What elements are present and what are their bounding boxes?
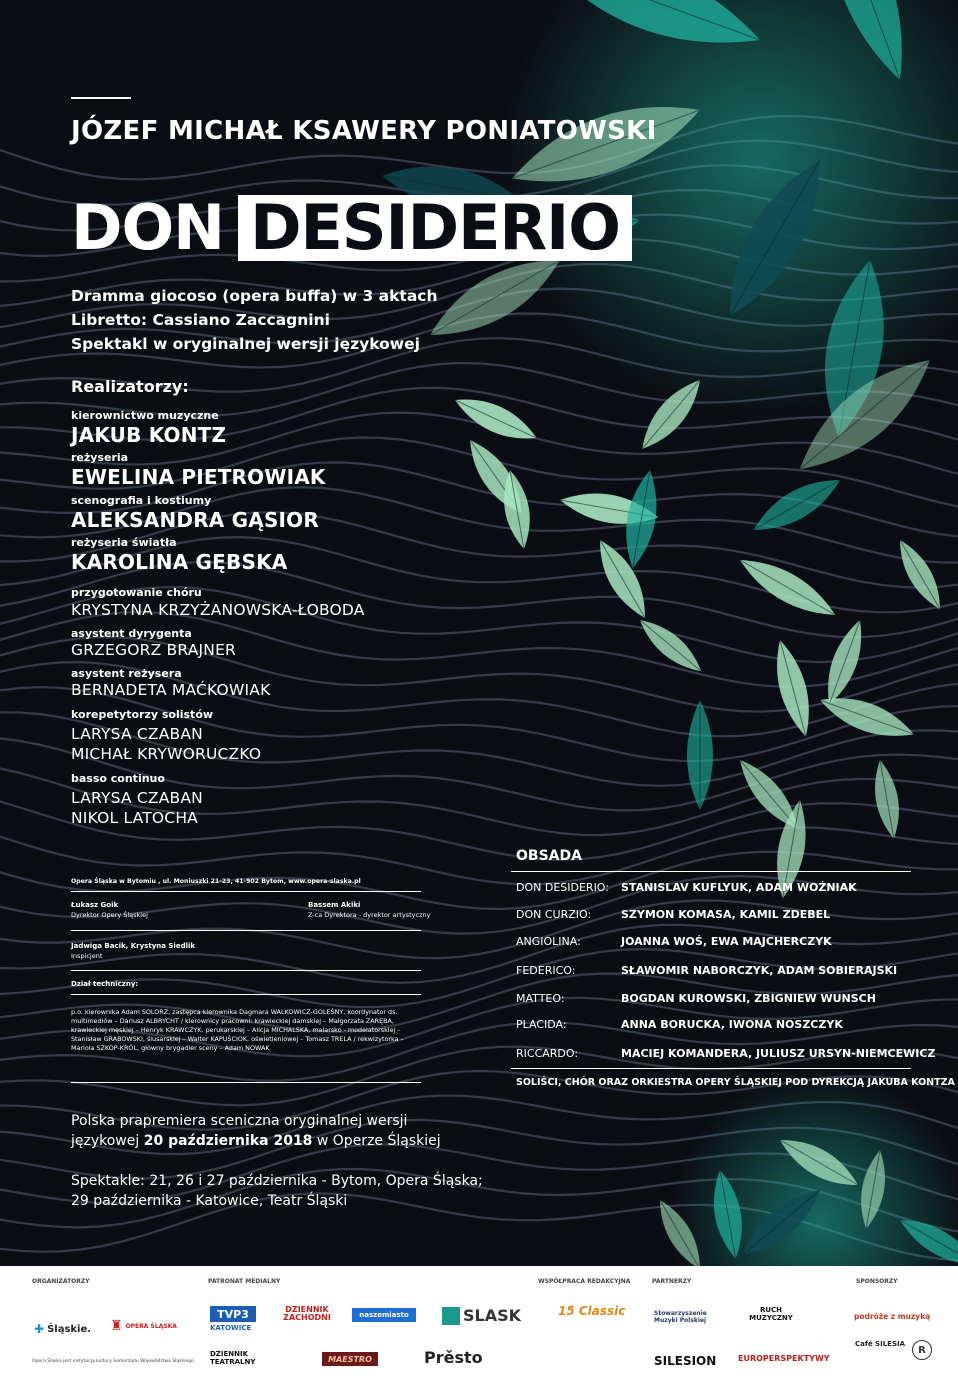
person-name: BERNADETA MAĆKOWIAK bbox=[71, 681, 271, 699]
slaskie-logo bbox=[34, 1322, 91, 1336]
cast-names: JOANNA WOŚ, EWA MAJCHERCZYK bbox=[621, 935, 832, 948]
role-label: asystent dyrygenta bbox=[71, 627, 192, 640]
person-name: NIKOL LATOCHA bbox=[71, 809, 198, 827]
person-name: KAROLINA GĘBSKA bbox=[71, 550, 288, 574]
role-label: basso continuo bbox=[71, 772, 165, 785]
tvp3-logo: TVP3 bbox=[210, 1306, 256, 1322]
leaf bbox=[633, 612, 708, 680]
subtitle-libretto: Libretto: Cassiano Zaccagnini bbox=[71, 311, 330, 329]
cast-role: RICCARDO: bbox=[516, 1047, 579, 1060]
leaf bbox=[687, 700, 713, 810]
ruch-muzyczny-logo: RUCH MUZYCZNY bbox=[749, 1306, 793, 1322]
media-heading: PATRONAT MEDIALNY bbox=[208, 1278, 281, 1285]
editorial-heading: WSPÓŁPRACA REDAKCYJNA bbox=[538, 1278, 631, 1285]
role-label: kierownictwo muzyczne bbox=[71, 409, 219, 422]
premiere-text: w Operze Śląskiej bbox=[312, 1133, 441, 1149]
dziennik-teatralny-logo: DZIENNIK TEATRALNY bbox=[210, 1350, 256, 1366]
person-name: JAKUB KONTZ bbox=[71, 423, 227, 447]
soloists-line: SOLIŚCI, CHÓR ORAZ ORKIESTRA OPERY ŚLĄSKIEJ POD DYREKCJĄ JAKUBA KONTZA bbox=[516, 1077, 955, 1088]
person-name: KRYSTYNA KRZYŻANOWSKA-ŁOBODA bbox=[71, 601, 365, 619]
cast-role: DON DESIDERIO: bbox=[516, 881, 609, 894]
opera-title bbox=[71, 192, 632, 264]
role-label: przygotowanie chóru bbox=[71, 586, 202, 599]
director-title: Dyrektor Opery Śląskiej bbox=[71, 911, 148, 919]
cast-names: SZYMON KOMASA, KAMIL ZDEBEL bbox=[621, 908, 831, 921]
europerspektywy-logo: EUROPERSPEKTYWY bbox=[738, 1354, 830, 1363]
crew-divider bbox=[71, 1082, 421, 1083]
deputy-name: Bassem Akiki bbox=[308, 901, 361, 909]
top-rule bbox=[71, 97, 131, 99]
slaskie-icon: ✚ bbox=[34, 1322, 45, 1336]
classic-logo: 15 Classic bbox=[558, 1304, 626, 1318]
performances-line-1: Spektakle: 21, 26 i 27 października - Bytom, Opera Śląska; bbox=[71, 1173, 483, 1189]
composer-name: JÓZEF MICHAŁ KSAWERY PONIATOWSKI bbox=[71, 116, 657, 146]
wave-line bbox=[0, 827, 958, 884]
dziennik-zachodni-logo: DZIENNIK ZACHODNI bbox=[283, 1305, 331, 1322]
radio-icon bbox=[442, 1307, 460, 1325]
cast-names: MACIEJ KOMANDERA, JULIUSZ URSYN-NIEMCEWICZ bbox=[621, 1047, 936, 1060]
organizers-heading: ORGANIZATORZY bbox=[32, 1278, 90, 1285]
presto-logo: Prěsto bbox=[424, 1348, 483, 1367]
role-label: reżyseria światła bbox=[71, 536, 177, 549]
performances-line-2: 29 października - Katowice, Teatr Śląski bbox=[71, 1193, 348, 1209]
deputy-title: Z-ca Dyrektora - dyrektor artystyczny bbox=[308, 911, 431, 919]
obsada-heading: OBSADA bbox=[516, 848, 582, 864]
naszemiasto-logo: naszemiasto bbox=[352, 1308, 416, 1322]
crew-divider bbox=[71, 891, 421, 892]
podroze-logo: podróże z muzyką bbox=[854, 1312, 931, 1321]
title-word-2: DESIDERIO bbox=[238, 195, 632, 261]
person-name: GRZEGORZ BRAJNER bbox=[71, 641, 237, 659]
opera-logo bbox=[110, 1318, 177, 1334]
cast-role: DON CURZIO: bbox=[516, 908, 592, 921]
emblem-icon: R bbox=[912, 1340, 932, 1360]
person-name: LARYSA CZABAN bbox=[71, 725, 203, 743]
crew-divider bbox=[71, 930, 421, 931]
premiere-text: językowej bbox=[71, 1133, 144, 1149]
cast-role: ANGIOLINA: bbox=[516, 935, 581, 948]
role-label: reżyseria bbox=[71, 451, 129, 464]
premiere-date: 20 października 2018 bbox=[143, 1133, 313, 1149]
person-name: EWELINA PIETROWIAK bbox=[71, 465, 326, 489]
opera-text: OPERA ŚLĄSKA bbox=[125, 1322, 177, 1330]
tech-heading: Dział techniczny: bbox=[71, 980, 139, 988]
organizer-note: Opera Śląska jest instytucją kultury Samorządu Województwa Śląskiego bbox=[32, 1359, 194, 1364]
sponsors-heading: SPONSORZY bbox=[856, 1278, 898, 1285]
title-word-1: DON bbox=[71, 191, 225, 264]
cast-names: STANISLAV KUFLYUK, ADAM WOŹNIAK bbox=[621, 881, 857, 894]
katowice-label: KATOWICE bbox=[210, 1324, 252, 1332]
role-label: korepetytorzy solistów bbox=[71, 708, 214, 721]
person-name: LARYSA CZABAN bbox=[71, 789, 203, 807]
cast-names: SŁAWOMIR NABORCZYK, ADAM SOBIERAJSKI bbox=[621, 964, 898, 977]
leaf bbox=[890, 535, 949, 615]
radio-slask-logo bbox=[442, 1306, 521, 1325]
subtitle-version: Spektakl w oryginalnej wersji językowej bbox=[71, 335, 420, 353]
premiere-line-2 bbox=[71, 1133, 441, 1149]
crew-address: Opera Śląska w Bytomiu , ul. Moniuszki 21-23, 41-902 Bytom, www.opera-slaska.pl bbox=[71, 878, 361, 885]
stowarzyszenie-logo: Stowarzyszenie Muzyki Polskiej bbox=[654, 1310, 707, 1324]
cafe-silesia-logo: Café SILESIA bbox=[854, 1340, 906, 1348]
partners-heading: PARTNERZY bbox=[652, 1278, 692, 1285]
subtitle-genre: Dramma giocoso (opera buffa) w 3 aktach bbox=[71, 287, 438, 305]
premiere-line-1: Polska prapremiera sceniczna oryginalnej wersji bbox=[71, 1113, 408, 1129]
obsada-divider bbox=[511, 1068, 911, 1069]
cast-names: BOGDAN KUROWSKI, ZBIGNIEW WUNSCH bbox=[621, 992, 876, 1005]
inspector-title: Inspicjent bbox=[71, 952, 103, 960]
person-name: ALEKSANDRA GĄSIOR bbox=[71, 508, 319, 532]
maestro-logo: MAESTRO bbox=[322, 1352, 378, 1366]
person-name: MICHAŁ KRYWORUCZKO bbox=[71, 745, 262, 763]
leaf bbox=[767, 637, 818, 740]
director-name: Łukasz Goik bbox=[71, 901, 119, 909]
crew-divider bbox=[71, 994, 421, 995]
sponsors-footer bbox=[0, 1266, 958, 1394]
role-label: asystent reżysera bbox=[71, 667, 182, 680]
leaf bbox=[869, 758, 905, 841]
silesion-logo: SILESION bbox=[654, 1354, 717, 1368]
realizatorzy-heading: Realizatorzy: bbox=[71, 377, 189, 396]
role-label: scenografia i kostiumy bbox=[71, 494, 212, 507]
inspector-name: Jadwiga Bacik, Krystyna Siedlik bbox=[71, 942, 196, 950]
cast-names: ANNA BORUCKA, IWONA NOSZCZYK bbox=[621, 1018, 843, 1031]
slaskie-text: Śląskie. bbox=[47, 1323, 92, 1335]
cast-role: FEDERICO: bbox=[516, 964, 576, 977]
radio-slask-text: SLASK bbox=[463, 1306, 522, 1325]
obsada-divider bbox=[511, 871, 911, 872]
cast-role: PLACIDA: bbox=[516, 1018, 567, 1031]
crew-divider bbox=[71, 970, 421, 971]
cast-role: MATTEO: bbox=[516, 992, 565, 1005]
tech-text: p.o. kierownika Adam SOLORZ, zastępca kierownika Dagmara WALKOWICZ-GOLEŚNY, koordynator ds. multimediów – Dariusz ALBRYCHT / kierownicy pracowni: krawieckiej damskiej – Małgorzata ZARĘBA, krawieckiej męskiej – Henryk KRAWCZYK, perukarskiej – Alicja MICHALSKA, malarsko - modelatorskiej – Stanisław GRABOWSKI, ślusarskiej – Walter KAPUŚCIOK, oświetleniowej – Tomasz TRELA / rekwizytorka – Mariola SZKOP-KRÓL, główny brygadier sceny – Adam NOWAK bbox=[71, 1008, 404, 1052]
opera-icon: ♜ bbox=[110, 1318, 123, 1334]
